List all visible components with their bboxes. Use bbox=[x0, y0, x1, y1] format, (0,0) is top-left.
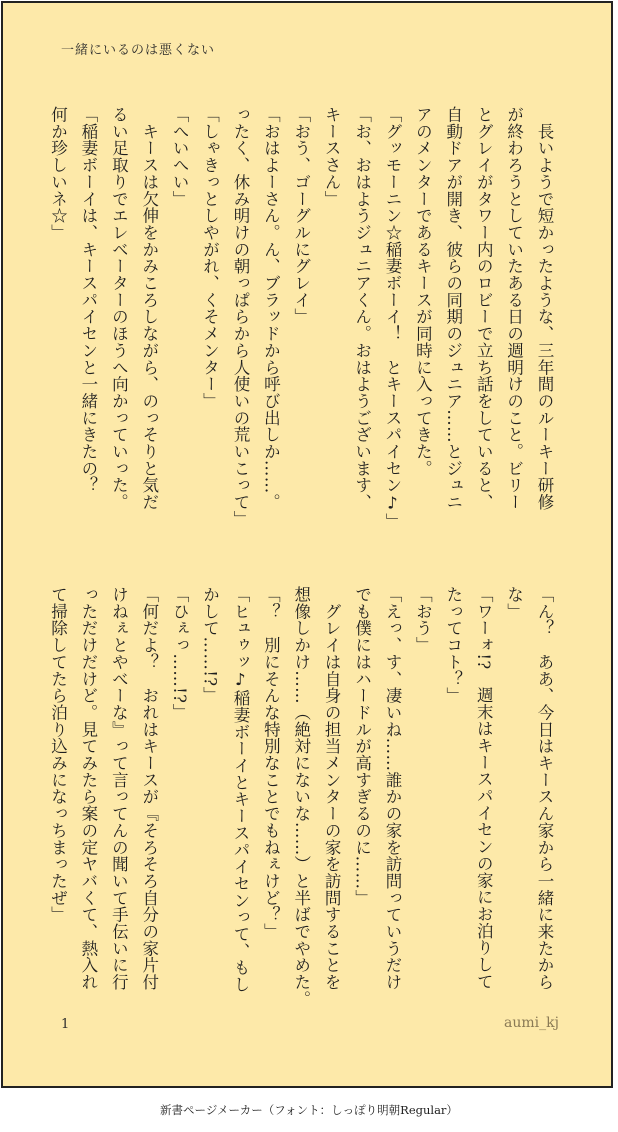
text-line: たってコト？」 bbox=[443, 586, 463, 704]
running-header-title: 一緒にいるのは悪くない bbox=[61, 43, 216, 58]
text-line: 「おう、ゴーグルにグレイ」 bbox=[291, 106, 311, 326]
author-credit: aumi_kj bbox=[504, 1015, 559, 1031]
text-line: 「？ 別にそんな特別なことでもねぇけど？」 bbox=[261, 586, 281, 940]
text-line: っただけだけど。見てみたら案の定ヤバくて、熱入れ bbox=[78, 586, 98, 991]
text-line: 「ワーォ!? 週末はキースパイセンの家にお泊りして bbox=[474, 586, 494, 990]
text-line: 「おはよーさん。ん、ブラッドから呼び出しか……。 bbox=[261, 106, 281, 511]
text-line: 「しゃきっとしやがれ、くそメンター」 bbox=[200, 106, 220, 410]
text-line: 「稲妻ボーイは、キースパイセンと一緒にきたの？ bbox=[78, 106, 98, 494]
text-line: かして……!?」 bbox=[200, 586, 220, 704]
text-line: アのメンターであるキースが同時に入ってきた。 bbox=[413, 106, 433, 477]
text-line: 「何だよ？ おれはキースが『そろそろ自分の家片付 bbox=[139, 586, 159, 991]
text-line: 「えっ、す、凄いね……誰かの家を訪問っていうだけ bbox=[382, 586, 402, 991]
text-line: とグレイがタワー内のロビーで立ち話をしていると、 bbox=[474, 106, 494, 511]
text-line: 何か珍しいネ☆」 bbox=[48, 106, 68, 241]
text-line: 「ん？ ああ、今日はキースん家から一緒に来たから bbox=[535, 586, 554, 991]
text-line: 自動ドアが開き、彼らの同期のジュニア……とジュニ bbox=[443, 106, 463, 511]
text-line: 「ヒュゥッ♪稲妻ボーイとキースパイセンって、もし bbox=[230, 586, 250, 993]
text-line: でも僕にはハードルが高すぎるのに……」 bbox=[352, 586, 372, 907]
text-line: グレイは自身の担当メンターの家を訪問することを bbox=[322, 586, 342, 991]
text-line: ったく、休み明けの朝っぱらから人使いの荒いこって」 bbox=[230, 106, 250, 528]
text-line: て掃除してたら泊り込みになっちまったぜ」 bbox=[48, 586, 68, 923]
text-line: 「グッモーニン☆稲妻ボーイ！ とキースパイセン♪」 bbox=[382, 106, 402, 530]
text-line: けねぇとやべーな』って言ってんの聞いて手伝いに行 bbox=[109, 586, 129, 991]
text-line: 「お、おはようジュニアくん。おはようございます、 bbox=[352, 106, 372, 511]
text-line: キースさん」 bbox=[322, 106, 342, 208]
text-line: 想像しかけ……（絶対にないな……）と半ばでやめた。 bbox=[291, 586, 311, 1008]
text-block-upper bbox=[39, 106, 559, 546]
book-page bbox=[1, 1, 613, 1088]
text-line: 「おう」 bbox=[413, 586, 433, 654]
text-line: 「ひぇっ……!?」 bbox=[170, 586, 190, 721]
text-block-lower bbox=[39, 586, 559, 1008]
text-line: な」 bbox=[504, 586, 524, 620]
text-line: キースは欠伸をかみころしながら、のっそりと気だ bbox=[139, 106, 159, 511]
text-line: るい足取りでエレベーターのほうへ向かっていった。 bbox=[109, 106, 129, 511]
generator-credit: 新書ページメーカー（フォント：しっぽり明朝Regular） bbox=[160, 1103, 458, 1117]
page-number: 1 bbox=[61, 1017, 70, 1032]
text-line: 「へいへい」 bbox=[170, 106, 190, 208]
text-line: が終わろうとしていたある日の週明けのこと。ビリー bbox=[504, 106, 524, 511]
text-line: 長いようで短かったような、三年間のルーキー研修 bbox=[535, 106, 554, 511]
